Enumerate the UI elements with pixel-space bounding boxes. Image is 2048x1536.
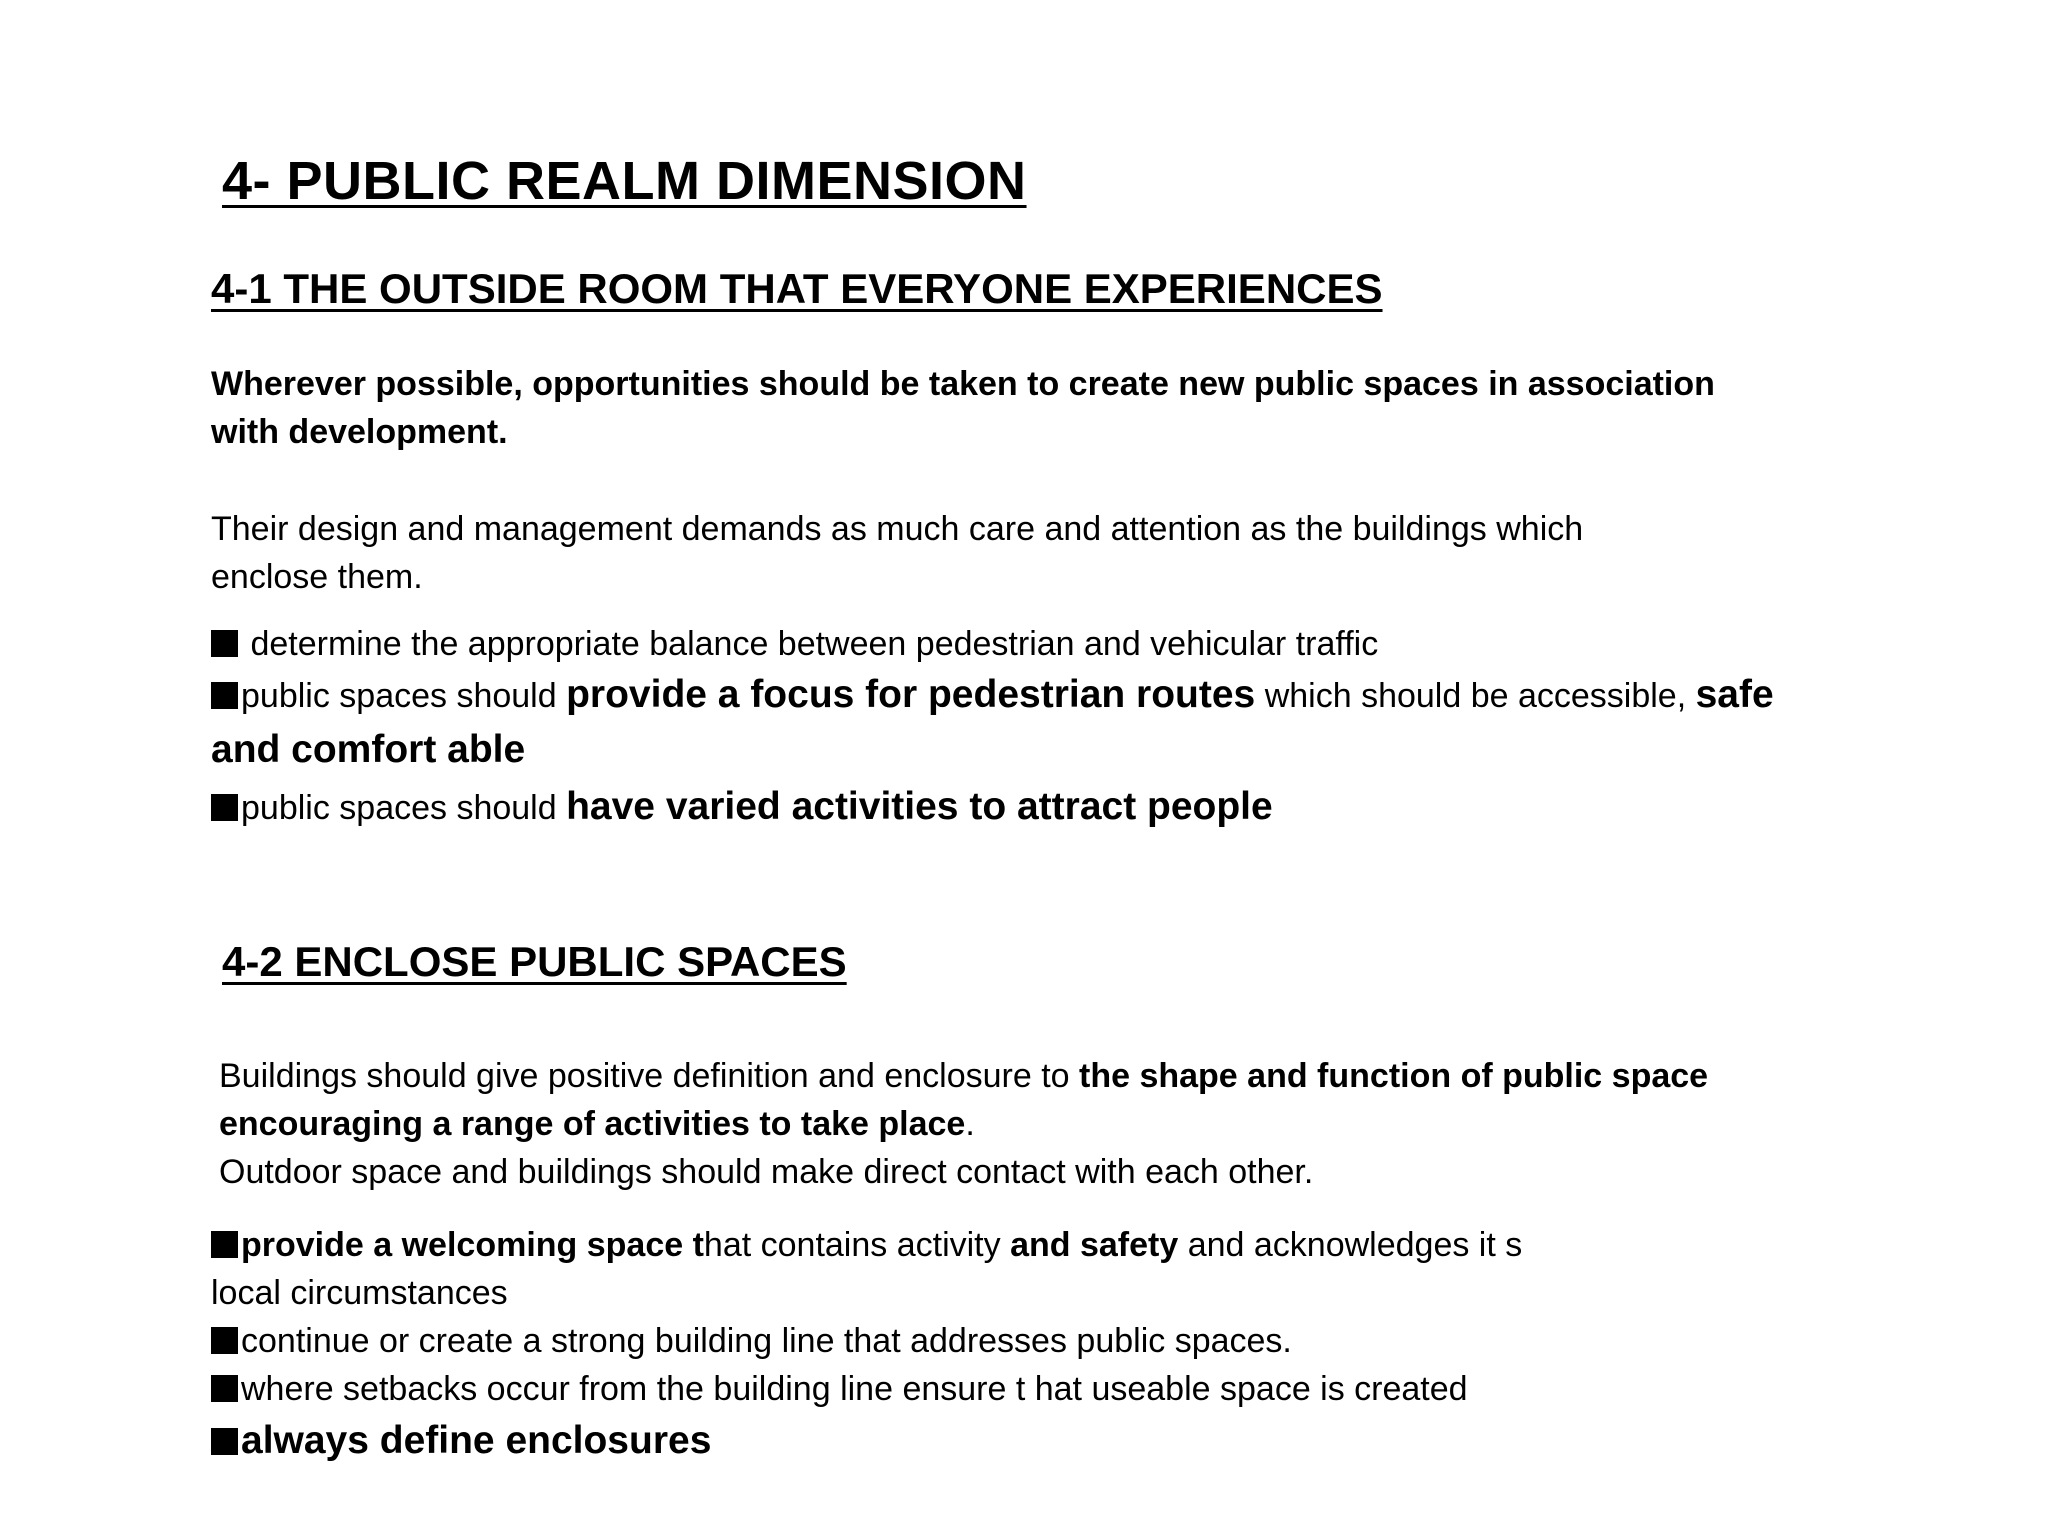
section-1-bullet-1	[211, 620, 1378, 668]
bullet-emphasis: provide a focus for pedestrian routes	[566, 673, 1256, 716]
intro-line-2: with development.	[211, 413, 508, 451]
paragraph-line-2: enclose them.	[211, 558, 423, 596]
bullet-text: determine the appropriate balance between pedestrian and vehicular traffic	[241, 625, 1379, 663]
section-2-paragraph	[219, 1052, 1708, 1196]
paragraph-line-2	[219, 1100, 1708, 1148]
bullet-square-icon	[211, 1231, 238, 1258]
bullet-emphasis: safe	[1695, 673, 1774, 716]
section-2-bullets	[211, 1221, 1522, 1470]
paragraph-line-3: Outdoor space and buildings should make direct contact with each other.	[219, 1153, 1314, 1191]
bullet-text: which should be accessible,	[1255, 677, 1696, 715]
bullet-text: where setbacks occur from the building line ensure t hat useable space is created	[241, 1370, 1468, 1408]
bullet-square-icon	[211, 1375, 238, 1402]
paragraph-text: .	[965, 1105, 975, 1143]
section-2-bullet-1	[211, 1221, 1522, 1269]
section-2-bullet-4	[211, 1413, 1522, 1470]
bullet-square-icon	[211, 794, 238, 821]
bullet-2-line-1	[211, 668, 1774, 723]
section-2-bullet-3	[211, 1365, 1522, 1413]
bullet-text: hat contains activity	[703, 1226, 1011, 1264]
section-1-bullet-3	[211, 780, 1273, 835]
bullet-text: public spaces should	[241, 677, 567, 715]
section-2-heading: 4-2 ENCLOSE PUBLIC SPACES	[222, 938, 847, 985]
paragraph-line-1: Their design and management demands as much care and attention as the buildings which	[211, 510, 1584, 548]
bullet-square-icon	[211, 1428, 238, 1455]
section-2-bullet-1-continued: local circumstances	[211, 1274, 508, 1312]
paragraph-line-1	[219, 1052, 1708, 1100]
bullet-emphasis: and safety	[1010, 1226, 1179, 1264]
section-1-bullet-2	[211, 668, 1774, 777]
paragraph-text: Buildings should give positive definition and enclosure to	[219, 1057, 1079, 1095]
paragraph-emphasis: the shape and function of public space	[1079, 1057, 1709, 1095]
bullet-square-icon	[211, 1327, 238, 1354]
intro-line-1: Wherever possible, opportunities should be taken to create new public spaces in association	[211, 365, 1715, 403]
section-1-intro	[211, 360, 1715, 456]
bullet-emphasis: have varied activities to attract people	[566, 785, 1273, 828]
bullet-emphasis: provide a welcoming space t	[241, 1226, 704, 1264]
paragraph-emphasis: encouraging a range of activities to take place	[219, 1105, 966, 1143]
bullet-square-icon	[211, 630, 238, 657]
section-1-paragraph	[211, 505, 1583, 601]
bullet-emphasis: always define enclosures	[241, 1419, 712, 1462]
bullet-text: continue or create a strong building line that addresses public spaces.	[241, 1322, 1292, 1360]
section-2-bullet-2	[211, 1317, 1522, 1365]
bullet-text: public spaces should	[241, 789, 567, 827]
bullet-text: and acknowledges it s	[1178, 1226, 1523, 1264]
bullet-2-line-2: and comfort able	[211, 728, 526, 771]
bullet-square-icon	[211, 682, 238, 709]
section-1-heading: 4-1 THE OUTSIDE ROOM THAT EVERYONE EXPERIENCES	[211, 265, 1383, 312]
page-title: 4- PUBLIC REALM DIMENSION	[222, 151, 1027, 211]
